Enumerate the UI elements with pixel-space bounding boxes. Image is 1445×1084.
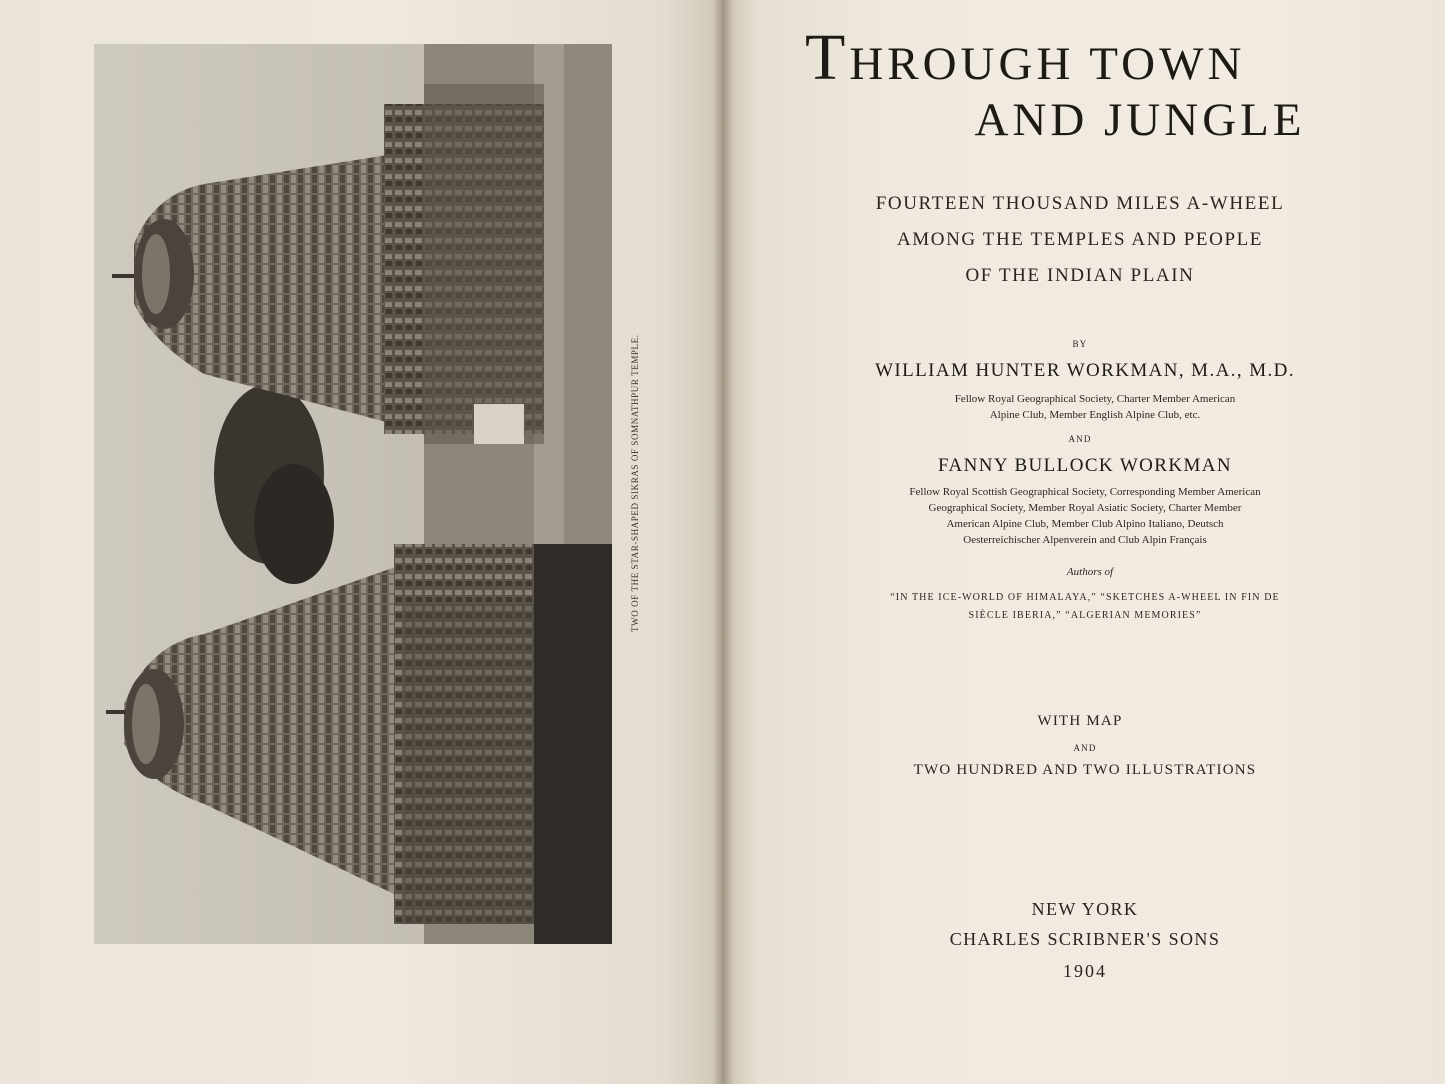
illustrations-label: TWO HUNDRED AND TWO ILLUSTRATIONS <box>913 762 1257 778</box>
subtitle-line: FOURTEEN THOUSAND MILES A-WHEEL <box>875 193 1285 214</box>
author-2-credentials <box>840 484 1330 548</box>
book-title <box>805 21 1385 148</box>
and-small-label: AND <box>1073 743 1097 753</box>
previous-books <box>845 589 1325 625</box>
temple-photo <box>94 44 612 944</box>
author-1-credentials <box>870 391 1320 423</box>
publisher-name: CHARLES SCRIBNER'S SONS <box>949 929 1221 949</box>
author-1-name: WILLIAM HUNTER WORKMAN, M.A., M.D. <box>875 360 1295 381</box>
title-line-1: THROUGH TOWN <box>805 21 1246 94</box>
credential-line: Oesterreichischer Alpenverein and Club Alpin Français <box>963 534 1207 546</box>
publication-year: 1904 <box>1063 961 1107 981</box>
title-initial: T <box>805 21 850 94</box>
by-label: BY <box>1072 339 1088 349</box>
credential-line: American Alpine Club, Member Club Alpino Italiano, Deutsch <box>946 518 1224 530</box>
temple-photo-plate <box>94 44 612 944</box>
credential-line: Geographical Society, Member Royal Asiatic Society, Charter Member <box>928 502 1242 514</box>
title-line-2: AND JUNGLE <box>974 94 1306 146</box>
books-line: “IN THE ICE-WORLD OF HIMALAYA,” “SKETCHES A-WHEEL IN FIN DE <box>890 592 1280 603</box>
and-label: AND <box>1068 434 1092 444</box>
credential-line: Alpine Club, Member English Alpine Club, etc. <box>989 409 1201 421</box>
publication-place: NEW YORK <box>1031 899 1139 919</box>
plate-caption: TWO OF THE STAR-SHAPED SIKRAS OF SOMNATHPUR TEMPLE. <box>630 334 640 632</box>
credential-line: Fellow Royal Scottish Geographical Society, Corresponding Member American <box>909 486 1261 498</box>
left-page <box>0 0 722 1084</box>
author-2-name: FANNY BULLOCK WORKMAN <box>938 455 1232 476</box>
book-gutter <box>712 0 734 1084</box>
subtitle <box>815 186 1345 294</box>
books-line: SIÈCLE IBERIA,” “ALGERIAN MEMORIES” <box>968 610 1202 621</box>
subtitle-line: AMONG THE TEMPLES AND PEOPLE <box>896 229 1264 250</box>
with-map-label: WITH MAP <box>1037 713 1123 729</box>
credential-line: Fellow Royal Geographical Society, Charter Member American <box>954 393 1236 405</box>
subtitle-line: OF THE INDIAN PLAIN <box>965 265 1195 286</box>
authors-of-label: Authors of <box>1066 566 1114 578</box>
